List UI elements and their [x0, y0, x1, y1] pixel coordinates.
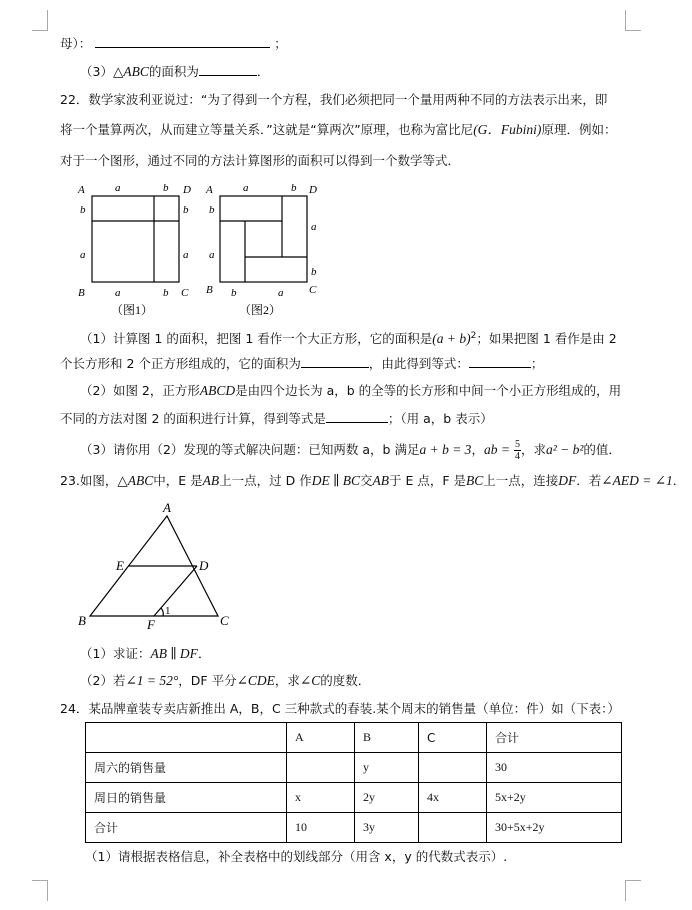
table-cell: 2y [355, 783, 419, 813]
text: 个长方形和 2 个正方形组成的，它的面积为 [60, 356, 301, 371]
math: △ABC [117, 473, 154, 488]
table-cell: 30 [487, 753, 622, 783]
table-cell: 合计 [86, 813, 287, 843]
fraction-denominator: 4 [514, 451, 520, 462]
math: (a + b) [432, 331, 471, 347]
table-header-cell: A [287, 723, 355, 753]
q22-intro-line3: 对于一个图形，通过不同的方法计算图形的面积可以得到一个数学等式． [60, 153, 461, 168]
svg-text:a: a [243, 182, 249, 194]
q21-line-continuation [60, 35, 287, 53]
table-cell: 4x [419, 783, 487, 813]
table-header-cell: 合计 [487, 723, 622, 753]
svg-text:F: F [147, 617, 155, 632]
math: ab = [483, 442, 510, 457]
text: ．若 [576, 473, 602, 488]
svg-text:D: D [199, 558, 209, 573]
svg-text:C: C [309, 284, 317, 296]
svg-text:A: A [163, 500, 171, 515]
page-corner-mark-bottom-left [32, 880, 48, 901]
text: ；（用 a，b 表示） [387, 411, 493, 426]
q22-intro-line2 [60, 121, 616, 139]
answer-blank [301, 355, 369, 368]
math: ∠CDE [236, 673, 275, 688]
table-cell: x [287, 783, 355, 813]
svg-text:b: b [311, 266, 317, 278]
q22-part2-line1 [80, 382, 621, 400]
text: 于 E 点，F 是 [388, 473, 466, 488]
table-row [86, 813, 622, 843]
table-header-cell: C [419, 723, 487, 753]
table-cell: y [355, 753, 419, 783]
svg-text:D: D [183, 184, 191, 196]
text: ； [274, 36, 287, 51]
text: （2）若 [80, 673, 126, 688]
svg-text:b: b [209, 204, 215, 216]
text: ． [256, 64, 270, 79]
svg-text:D: D [309, 184, 317, 196]
text: ，求 [274, 673, 300, 688]
q23-part1 [80, 645, 210, 663]
table-cell: 10 [287, 813, 355, 843]
text: ． [672, 473, 686, 488]
math: ABCD [199, 383, 236, 398]
math: ∠AED = ∠1 [601, 473, 673, 488]
math: △ABC [112, 64, 149, 79]
figure-1-square-diagram [75, 180, 200, 320]
math: AB ∥ DF [150, 646, 198, 661]
math: AB [372, 473, 389, 488]
svg-text:a: a [80, 249, 86, 261]
svg-text:A: A [78, 184, 85, 196]
table-cell [419, 753, 487, 783]
table-cell: 周日的销售量 [86, 783, 287, 813]
svg-text:b: b [80, 204, 86, 216]
table-cell: 3y [355, 813, 419, 843]
text: ， [471, 442, 484, 457]
text: ，求 [520, 442, 546, 457]
math: ∠C [299, 673, 321, 688]
math: DE ∥ BC [311, 473, 360, 488]
text: 的度数． [320, 673, 371, 688]
math: DF [558, 473, 577, 488]
svg-text:b: b [183, 204, 189, 216]
text: （1）求证： [80, 646, 151, 661]
math: ∠1 = 52° [125, 673, 179, 688]
q24-stem: 24．某品牌童装专卖店新推出 A，B，C 三种款式的春装.某个周末的销售量（单位：件）如（下表：） [60, 701, 620, 716]
table-header-row [86, 723, 622, 753]
math-exponent: 2 [470, 331, 477, 341]
math: AB [202, 473, 220, 488]
math: (G．Fubini) [473, 122, 542, 137]
math: a + b = 3 [419, 442, 472, 457]
svg-text:A: A [206, 184, 213, 196]
svg-text:B: B [78, 613, 86, 628]
triangle-abc-diagram [75, 498, 245, 633]
page-corner-mark-top-right [625, 10, 641, 31]
svg-text:a: a [278, 287, 284, 299]
answer-blank [469, 355, 531, 368]
q24-part1: （1）请根据表格信息，补全表格中的划线部分（用含 x，y 的代数式表示）. [85, 849, 508, 864]
svg-text:（图1）: （图1） [111, 303, 154, 317]
figure-2-square-diagram [203, 180, 328, 320]
svg-text:b: b [291, 182, 297, 194]
table-cell [419, 813, 487, 843]
text: 的值． [583, 442, 621, 457]
q22-part3 [80, 439, 621, 462]
q23-part2 [80, 672, 370, 690]
svg-text:a: a [209, 249, 215, 261]
text: 交 [359, 473, 373, 488]
svg-text:a: a [115, 182, 121, 194]
text: 是由四个边长为 a，b 的全等的长方形和中间一个小正方形组成的，用 [235, 383, 622, 398]
text: 将一个量算两次，从而建立等量关系．”这就是“算两次”原理，也称为富比尼 [60, 122, 474, 137]
text: （3） [80, 64, 113, 79]
answer-blank [326, 410, 388, 423]
svg-text:a: a [311, 221, 317, 233]
sales-table [85, 722, 622, 843]
svg-text:1: 1 [165, 605, 171, 617]
svg-text:C: C [220, 613, 229, 628]
fraction-numerator: 5 [514, 439, 520, 450]
text: ． [197, 646, 211, 661]
svg-text:B: B [206, 284, 213, 296]
svg-text:（图2）: （图2） [239, 303, 282, 317]
answer-blank [199, 63, 257, 76]
answer-blank [95, 35, 270, 48]
q21-part3 [80, 63, 269, 81]
fraction [514, 439, 521, 462]
svg-text:a: a [183, 249, 189, 261]
text: （3）请你用（2）发现的等式解决问题：已知两数 a，b 满足 [80, 442, 420, 457]
math: a² − b² [545, 442, 584, 457]
q22-part2-line2 [60, 410, 493, 428]
page-corner-mark-bottom-right [625, 880, 641, 901]
table-header-cell: B [355, 723, 419, 753]
text: ； [530, 356, 544, 371]
svg-text:a: a [115, 287, 121, 299]
table-cell [287, 753, 355, 783]
text: 上一点，连接 [483, 473, 559, 488]
svg-text:B: B [78, 287, 85, 299]
text: 不同的方法对图 2 的面积进行计算，得到等式是 [60, 411, 326, 426]
text: 中，E 是 [153, 473, 203, 488]
text: 原理．例如： [541, 122, 617, 137]
svg-text:E: E [116, 558, 124, 573]
text: ，DF 平分 [178, 673, 237, 688]
page-corner-mark-top-left [32, 10, 48, 31]
table-cell: 5x+2y [487, 783, 622, 813]
q22-intro-line1: 22．数学家波利亚说过：“为了得到一个方程，我们必须把同一个量用两种不同的方法表示出来，即 [60, 92, 608, 107]
math: BC [466, 473, 484, 488]
q22-part1-line1 [80, 327, 617, 348]
svg-text:b: b [163, 182, 169, 194]
text: 母）： [60, 36, 92, 51]
text: 23.如图， [60, 473, 118, 488]
table-row [86, 783, 622, 813]
text: （2）如图 2，正方形 [80, 383, 200, 398]
q23-stem [60, 472, 685, 490]
table-cell: 周六的销售量 [86, 753, 287, 783]
text: ，由此得到等式： [368, 356, 469, 371]
svg-text:b: b [163, 287, 169, 299]
svg-text:b: b [231, 287, 237, 299]
text: 的面积为 [148, 64, 199, 79]
text: ；如果把图 1 看作是由 2 [476, 331, 617, 347]
text: 上一点，过 D 作 [219, 473, 312, 488]
text: （1）计算图 1 的面积，把图 1 看作一个大正方形，它的面积是 [80, 331, 433, 347]
table-cell: 30+5x+2y [487, 813, 622, 843]
q22-part1-line2 [60, 355, 543, 373]
svg-text:C: C [181, 287, 189, 299]
table-row [86, 753, 622, 783]
table-header-cell [86, 723, 287, 753]
